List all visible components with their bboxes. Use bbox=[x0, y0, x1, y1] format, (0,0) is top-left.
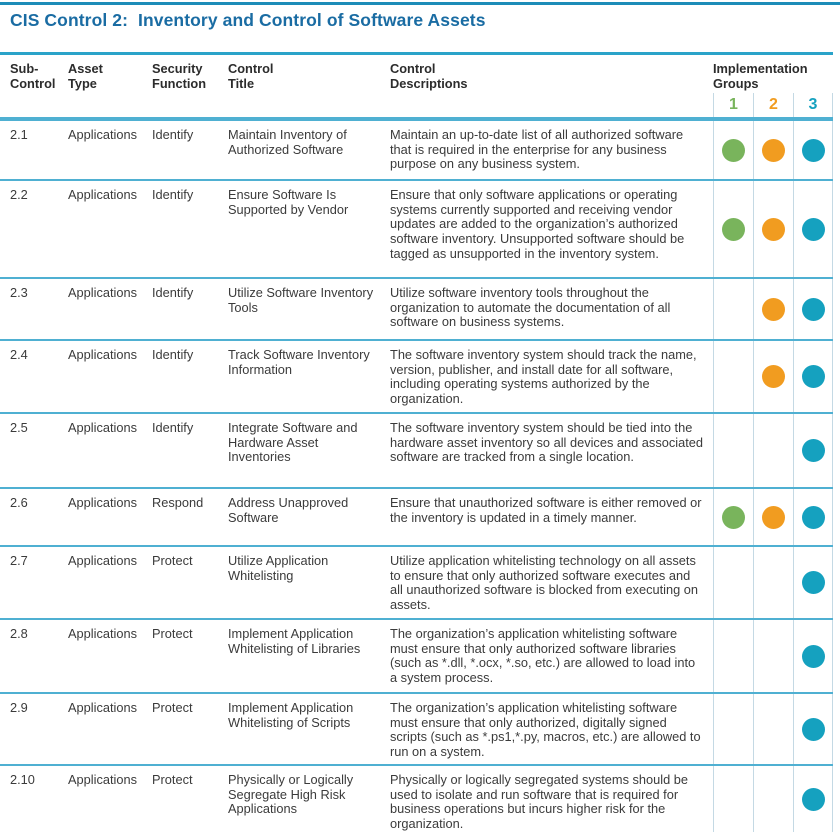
security-function-cell: Protect bbox=[152, 700, 193, 715]
control-description-cell: The software inventory system should track the name, version, publisher, and install date for all software, including operating systems authorized by the organization. bbox=[390, 347, 697, 407]
group1-dot bbox=[722, 506, 745, 529]
group2-dot bbox=[762, 506, 785, 529]
control-description-cell: Maintain an up-to-date list of all authorized software that is required in the enterprise for any business purpose on any business system. bbox=[390, 127, 684, 172]
group3-cell bbox=[793, 620, 833, 692]
group1-cell bbox=[713, 181, 753, 277]
sub-control-cell: 2.1 bbox=[10, 127, 28, 142]
asset-type-cell: Applications bbox=[68, 127, 138, 142]
group2-number: 2 bbox=[769, 96, 778, 113]
control-title-cell: Maintain Inventory of Authorized Software bbox=[228, 127, 347, 157]
security-function-cell: Identify bbox=[152, 127, 194, 142]
header-security-function-label: Security Function bbox=[152, 61, 207, 91]
asset-type-cell: Applications bbox=[68, 285, 138, 300]
control-description-cell: Ensure that only software applications or operating systems currently supported and receiving vendor updates are added to the organization’s authorized software inventory. Unsupported software should be tagged as unsupported in the inventory system. bbox=[390, 187, 685, 261]
group1-cell bbox=[713, 547, 753, 618]
spacer-cell bbox=[152, 93, 228, 117]
spacer-cell bbox=[228, 93, 390, 117]
group2-cell bbox=[753, 489, 793, 545]
control-description-cell: The software inventory system should be tied into the hardware asset inventory so all devices and associated software are tracked from a single location. bbox=[390, 420, 703, 465]
group2-dot bbox=[762, 139, 785, 162]
group1-cell bbox=[713, 766, 753, 832]
security-function-cell: Identify bbox=[152, 347, 194, 362]
group3-cell bbox=[793, 547, 833, 618]
group3-dot bbox=[802, 139, 825, 162]
group3-dot bbox=[802, 571, 825, 594]
group3-dot bbox=[802, 439, 825, 462]
header-sub-control-label: Sub-Control bbox=[10, 61, 56, 91]
table-row bbox=[0, 119, 833, 179]
group1-cell bbox=[713, 489, 753, 545]
group1-cell bbox=[713, 279, 753, 339]
group3-cell bbox=[793, 181, 833, 277]
group1-dot bbox=[722, 139, 745, 162]
control-title-cell: Address Unapproved Software bbox=[228, 495, 349, 525]
sub-control-cell: 2.3 bbox=[10, 285, 28, 300]
table-header-row bbox=[0, 55, 833, 93]
group1-cell bbox=[713, 620, 753, 692]
table-row bbox=[0, 764, 833, 832]
security-function-cell: Protect bbox=[152, 626, 193, 641]
control-description-cell: Utilize software inventory tools throughout the organization to automate the documentation of all software on business systems. bbox=[390, 285, 671, 330]
header-sub-control bbox=[0, 55, 68, 93]
table-row bbox=[0, 339, 833, 412]
group2-cell bbox=[753, 694, 793, 764]
group3-cell bbox=[793, 766, 833, 832]
table-row bbox=[0, 487, 833, 545]
header-asset-type bbox=[68, 55, 152, 93]
group3-dot bbox=[802, 218, 825, 241]
table-row bbox=[0, 618, 833, 692]
control-title-cell: Ensure Software Is Supported by Vendor bbox=[228, 187, 349, 217]
table-body bbox=[0, 119, 833, 832]
spacer-cell bbox=[68, 93, 152, 117]
asset-type-cell: Applications bbox=[68, 553, 138, 568]
control-title-cell: Implement Application Whitelisting of Libraries bbox=[228, 626, 361, 656]
group3-cell bbox=[793, 279, 833, 339]
sub-control-cell: 2.8 bbox=[10, 626, 28, 641]
header-implementation-groups-label: Implementation Groups bbox=[713, 61, 808, 91]
table-row bbox=[0, 692, 833, 764]
asset-type-cell: Applications bbox=[68, 626, 138, 641]
control-title-cell: Track Software Inventory Information bbox=[228, 347, 370, 377]
header-control-title-label: Control Title bbox=[228, 61, 274, 91]
security-function-cell: Protect bbox=[152, 772, 193, 787]
group3-cell bbox=[793, 489, 833, 545]
sub-control-cell: 2.9 bbox=[10, 700, 28, 715]
group2-dot bbox=[762, 298, 785, 321]
group2-cell bbox=[753, 279, 793, 339]
group1-header-cell bbox=[713, 93, 753, 117]
table-row bbox=[0, 545, 833, 618]
group1-dot bbox=[722, 218, 745, 241]
spacer-cell bbox=[0, 93, 68, 117]
group-numbers-row bbox=[0, 93, 833, 119]
group1-cell bbox=[713, 414, 753, 487]
group2-dot bbox=[762, 365, 785, 388]
header-asset-type-label: Asset Type bbox=[68, 61, 103, 91]
security-function-cell: Identify bbox=[152, 187, 194, 202]
group1-number: 1 bbox=[729, 96, 738, 113]
security-function-cell: Identify bbox=[152, 285, 194, 300]
group2-cell bbox=[753, 547, 793, 618]
security-function-cell: Protect bbox=[152, 553, 193, 568]
header-control-descriptions bbox=[390, 55, 713, 93]
group3-dot bbox=[802, 506, 825, 529]
group1-cell bbox=[713, 121, 753, 179]
table-row bbox=[0, 179, 833, 277]
header-security-function bbox=[152, 55, 228, 93]
group2-cell bbox=[753, 414, 793, 487]
group2-cell bbox=[753, 121, 793, 179]
group2-cell bbox=[753, 620, 793, 692]
group3-dot bbox=[802, 788, 825, 811]
sub-control-cell: 2.7 bbox=[10, 553, 28, 568]
controls-table bbox=[0, 52, 833, 832]
table-row bbox=[0, 412, 833, 487]
sub-control-cell: 2.2 bbox=[10, 187, 28, 202]
control-description-cell: Physically or logically segregated systems should be used to isolate and run software that is required for business operations but incurs higher risk for the organization. bbox=[390, 772, 689, 832]
group2-cell bbox=[753, 341, 793, 412]
control-title-cell: Utilize Application Whitelisting bbox=[228, 553, 329, 583]
control-description-cell: The organization’s application whitelisting software must ensure that only authorized, digitally signed scripts (such as *.ps1,*.py, macros, etc.) are allowed to run on a system. bbox=[390, 700, 701, 760]
group3-dot bbox=[802, 645, 825, 668]
group3-cell bbox=[793, 341, 833, 412]
group3-dot bbox=[802, 365, 825, 388]
control-title-cell: Implement Application Whitelisting of Scripts bbox=[228, 700, 354, 730]
group3-cell bbox=[793, 121, 833, 179]
page-top-rule bbox=[0, 2, 840, 5]
group1-cell bbox=[713, 694, 753, 764]
group2-cell bbox=[753, 766, 793, 832]
control-description-cell: The organization’s application whitelisting software must ensure that only authorized software libraries (such as *.dll, *.ocx, *.so, etc.) are allowed to load into a system process. bbox=[390, 626, 696, 686]
control-title-cell: Physically or Logically Segregate High Risk Applications bbox=[228, 772, 354, 817]
group2-dot bbox=[762, 218, 785, 241]
control-title-cell: Utilize Software Inventory Tools bbox=[228, 285, 374, 315]
sub-control-cell: 2.10 bbox=[10, 772, 35, 787]
control-title-cell: Integrate Software and Hardware Asset Inventories bbox=[228, 420, 358, 465]
group2-header-cell bbox=[753, 93, 793, 117]
group3-header-cell bbox=[793, 93, 833, 117]
sub-control-cell: 2.4 bbox=[10, 347, 28, 362]
asset-type-cell: Applications bbox=[68, 495, 138, 510]
header-control-descriptions-label: Control Descriptions bbox=[390, 61, 468, 91]
asset-type-cell: Applications bbox=[68, 420, 138, 435]
sub-control-cell: 2.5 bbox=[10, 420, 28, 435]
asset-type-cell: Applications bbox=[68, 347, 138, 362]
group2-cell bbox=[753, 181, 793, 277]
control-description-cell: Utilize application whitelisting technology on all assets to ensure that only authorized software executes and all unauthorized software is blocked from executing on assets. bbox=[390, 553, 699, 613]
group3-cell bbox=[793, 414, 833, 487]
security-function-cell: Identify bbox=[152, 420, 194, 435]
asset-type-cell: Applications bbox=[68, 700, 138, 715]
group3-cell bbox=[793, 694, 833, 764]
header-implementation-groups bbox=[713, 55, 833, 93]
security-function-cell: Respond bbox=[152, 495, 204, 510]
control-description-cell: Ensure that unauthorized software is either removed or the inventory is updated in a timely manner. bbox=[390, 495, 702, 525]
group3-number: 3 bbox=[808, 96, 818, 113]
group3-dot bbox=[802, 298, 825, 321]
table-row bbox=[0, 277, 833, 339]
asset-type-cell: Applications bbox=[68, 772, 138, 787]
header-control-title bbox=[228, 55, 390, 93]
spacer-cell bbox=[390, 93, 713, 117]
group3-dot bbox=[802, 718, 825, 741]
sub-control-cell: 2.6 bbox=[10, 495, 28, 510]
group1-cell bbox=[713, 341, 753, 412]
asset-type-cell: Applications bbox=[68, 187, 138, 202]
page-title: CIS Control 2: Inventory and Control of Software Assets bbox=[10, 10, 486, 30]
